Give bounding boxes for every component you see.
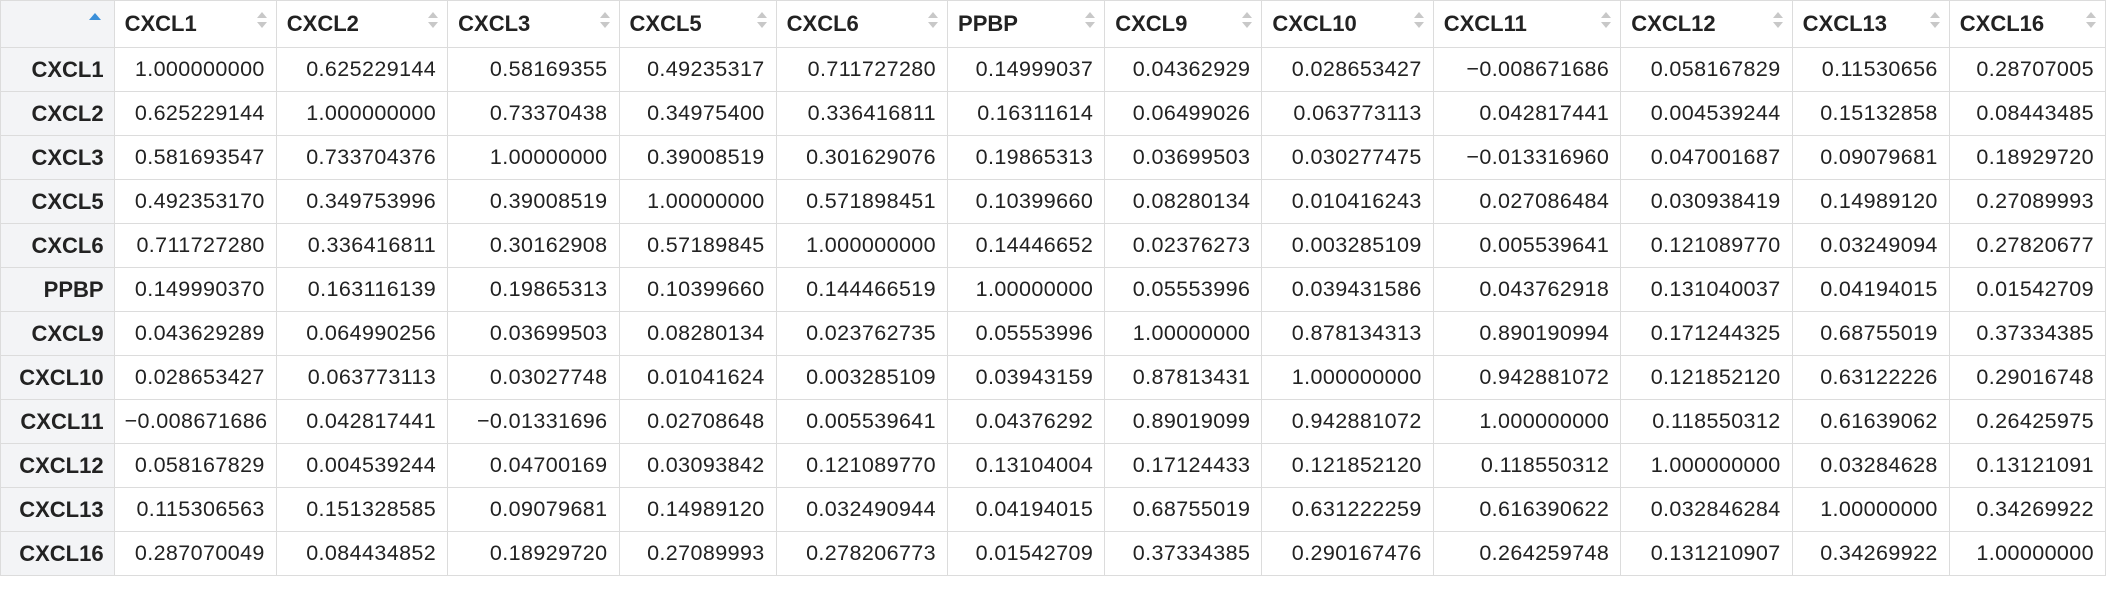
row-header: CXCL9 [1, 312, 115, 356]
table-cell: 0.121089770 [776, 444, 947, 488]
table-cell: 0.01542709 [948, 532, 1105, 576]
row-header: CXCL11 [1, 400, 115, 444]
table-cell: 0.39008519 [448, 180, 619, 224]
table-cell: 0.030938419 [1621, 180, 1792, 224]
column-header-label: PPBP [958, 11, 1018, 36]
table-cell: 0.58169355 [448, 48, 619, 92]
table-cell: 0.032490944 [776, 488, 947, 532]
table-cell: 1.00000000 [1792, 488, 1949, 532]
table-cell: 0.14989120 [619, 488, 776, 532]
column-header-label: CXCL5 [629, 11, 702, 36]
column-header-cxcl5[interactable] [619, 1, 776, 48]
table-cell: 0.711727280 [776, 48, 947, 92]
table-cell: 0.616390622 [1433, 488, 1621, 532]
table-cell: −0.008671686 [1433, 48, 1621, 92]
table-cell: 1.000000000 [1262, 356, 1433, 400]
table-cell: 0.043762918 [1433, 268, 1621, 312]
table-cell: 0.042817441 [276, 400, 447, 444]
table-cell: 0.13121091 [1949, 444, 2105, 488]
row-names-header[interactable] [1, 1, 115, 48]
column-header-label: CXCL12 [1631, 11, 1716, 36]
table-cell: 0.19865313 [448, 268, 619, 312]
table-cell: 1.00000000 [619, 180, 776, 224]
table-cell: 0.058167829 [114, 444, 276, 488]
table-cell: 0.13104004 [948, 444, 1105, 488]
table-cell: 0.03943159 [948, 356, 1105, 400]
table-cell: 0.625229144 [276, 48, 447, 92]
table-cell: 0.039431586 [1262, 268, 1433, 312]
table-cell: 0.03699503 [1105, 136, 1262, 180]
table-cell: 0.08280134 [1105, 180, 1262, 224]
table-cell: 0.878134313 [1262, 312, 1433, 356]
table-cell: 0.57189845 [619, 224, 776, 268]
sort-icon[interactable] [756, 9, 768, 31]
table-cell: 0.023762735 [776, 312, 947, 356]
table-cell: 0.63122226 [1792, 356, 1949, 400]
table-row [1, 488, 2106, 532]
row-header: CXCL6 [1, 224, 115, 268]
table-cell: 0.492353170 [114, 180, 276, 224]
column-header-cxcl16[interactable] [1949, 1, 2105, 48]
table-row [1, 532, 2106, 576]
table-cell: 0.14446652 [948, 224, 1105, 268]
table-cell: 0.03093842 [619, 444, 776, 488]
row-header: CXCL3 [1, 136, 115, 180]
table-cell: 0.163116139 [276, 268, 447, 312]
sort-icon[interactable] [427, 9, 439, 31]
table-cell: 0.34975400 [619, 92, 776, 136]
table-cell: 0.733704376 [276, 136, 447, 180]
table-cell: 0.301629076 [776, 136, 947, 180]
column-header-ppbp[interactable] [948, 1, 1105, 48]
table-cell: 0.37334385 [1105, 532, 1262, 576]
table-cell: 0.05553996 [1105, 268, 1262, 312]
table-cell: 0.290167476 [1262, 532, 1433, 576]
table-cell: 0.063773113 [1262, 92, 1433, 136]
table-cell: 0.19865313 [948, 136, 1105, 180]
table-cell: 0.04194015 [1792, 268, 1949, 312]
sort-icon[interactable] [1772, 9, 1784, 31]
table-cell: 0.14999037 [948, 48, 1105, 92]
table-cell: 0.89019099 [1105, 400, 1262, 444]
table-row [1, 92, 2106, 136]
table-row [1, 136, 2106, 180]
table-cell: 0.03249094 [1792, 224, 1949, 268]
table-cell: 0.942881072 [1433, 356, 1621, 400]
table-cell: 1.000000000 [1433, 400, 1621, 444]
table-cell: 0.084434852 [276, 532, 447, 576]
table-cell: 0.004539244 [276, 444, 447, 488]
table-cell: 0.18929720 [1949, 136, 2105, 180]
table-cell: 0.631222259 [1262, 488, 1433, 532]
table-cell: 0.10399660 [948, 180, 1105, 224]
table-cell: 0.058167829 [1621, 48, 1792, 92]
table-cell: 0.064990256 [276, 312, 447, 356]
column-header-cxcl1[interactable] [114, 1, 276, 48]
table-cell: 1.00000000 [948, 268, 1105, 312]
table-cell: 1.000000000 [776, 224, 947, 268]
table-cell: 0.890190994 [1433, 312, 1621, 356]
column-header-label: CXCL13 [1802, 11, 1887, 36]
table-cell: 0.09079681 [1792, 136, 1949, 180]
table-cell: 0.264259748 [1433, 532, 1621, 576]
table-cell: 0.04194015 [948, 488, 1105, 532]
table-cell: 0.349753996 [276, 180, 447, 224]
table-cell: 0.287070049 [114, 532, 276, 576]
table-cell: 0.043629289 [114, 312, 276, 356]
table-cell: 0.37334385 [1949, 312, 2105, 356]
table-cell: 0.02708648 [619, 400, 776, 444]
table-cell: 0.005539641 [776, 400, 947, 444]
table-cell: 0.03284628 [1792, 444, 1949, 488]
table-cell: 0.149990370 [114, 268, 276, 312]
table-cell: 0.06499026 [1105, 92, 1262, 136]
table-cell: 0.010416243 [1262, 180, 1433, 224]
table-cell: 0.11530656 [1792, 48, 1949, 92]
table-cell: 0.03027748 [448, 356, 619, 400]
table-cell: 0.27089993 [619, 532, 776, 576]
column-header-label: CXCL10 [1272, 11, 1357, 36]
sort-icon[interactable] [1241, 9, 1253, 31]
table-cell: 0.047001687 [1621, 136, 1792, 180]
column-header-cxcl11[interactable] [1433, 1, 1621, 48]
sort-icon[interactable] [1413, 9, 1425, 31]
table-row [1, 268, 2106, 312]
column-header-label: CXCL16 [1959, 11, 2045, 36]
table-cell: 0.063773113 [276, 356, 447, 400]
table-cell: 0.49235317 [619, 48, 776, 92]
table-cell: 0.030277475 [1262, 136, 1433, 180]
sort-icon[interactable] [256, 9, 268, 31]
row-header: CXCL10 [1, 356, 115, 400]
sort-icon[interactable] [599, 9, 611, 31]
table-cell: 0.68755019 [1105, 488, 1262, 532]
table-cell: 0.04376292 [948, 400, 1105, 444]
table-cell: 0.26425975 [1949, 400, 2105, 444]
table-cell: 0.171244325 [1621, 312, 1792, 356]
table-cell: 0.042817441 [1433, 92, 1621, 136]
table-row [1, 48, 2106, 92]
table-cell: 0.131040037 [1621, 268, 1792, 312]
row-header: CXCL2 [1, 92, 115, 136]
table-cell: 0.34269922 [1949, 488, 2105, 532]
row-header: CXCL16 [1, 532, 115, 576]
table-cell: 0.16311614 [948, 92, 1105, 136]
row-header: CXCL5 [1, 180, 115, 224]
table-cell: 0.005539641 [1433, 224, 1621, 268]
table-cell: 0.01041624 [619, 356, 776, 400]
table-row [1, 224, 2106, 268]
table-cell: 0.151328585 [276, 488, 447, 532]
column-header-cxcl3[interactable] [448, 1, 619, 48]
table-cell: 0.73370438 [448, 92, 619, 136]
table-cell: 0.003285109 [1262, 224, 1433, 268]
sort-icon[interactable] [927, 9, 939, 31]
sort-icon[interactable] [1929, 9, 1941, 31]
row-header: CXCL13 [1, 488, 115, 532]
table-cell: 0.144466519 [776, 268, 947, 312]
table-cell: 0.278206773 [776, 532, 947, 576]
row-header: PPBP [1, 268, 115, 312]
table-cell: 0.571898451 [776, 180, 947, 224]
table-cell: 1.000000000 [114, 48, 276, 92]
table-cell: 0.08443485 [1949, 92, 2105, 136]
column-header-cxcl6[interactable] [776, 1, 947, 48]
table-cell: 0.336416811 [776, 92, 947, 136]
column-header-label: CXCL3 [458, 11, 531, 36]
table-cell: 0.004539244 [1621, 92, 1792, 136]
table-cell: 0.17124433 [1105, 444, 1262, 488]
row-header: CXCL1 [1, 48, 115, 92]
table-cell: 0.01542709 [1949, 268, 2105, 312]
table-cell: 0.003285109 [776, 356, 947, 400]
table-cell: 0.028653427 [1262, 48, 1433, 92]
table-cell: 0.115306563 [114, 488, 276, 532]
column-header-label: CXCL11 [1443, 11, 1527, 36]
table-row [1, 356, 2106, 400]
table-cell: 1.00000000 [448, 136, 619, 180]
table-cell: 0.03699503 [448, 312, 619, 356]
table-row [1, 312, 2106, 356]
table-cell: 0.02376273 [1105, 224, 1262, 268]
table-cell: 0.15132858 [1792, 92, 1949, 136]
table-cell: 0.18929720 [448, 532, 619, 576]
column-header-cxcl13[interactable] [1792, 1, 1949, 48]
table-cell: 0.27820677 [1949, 224, 2105, 268]
table-cell: 0.121852120 [1262, 444, 1433, 488]
column-header-label: CXCL6 [786, 11, 859, 36]
table-cell: 0.118550312 [1433, 444, 1621, 488]
column-header-cxcl10[interactable] [1262, 1, 1433, 48]
row-header: CXCL12 [1, 444, 115, 488]
table-row [1, 400, 2106, 444]
table-row [1, 180, 2106, 224]
table-cell: 0.27089993 [1949, 180, 2105, 224]
table-cell: 0.942881072 [1262, 400, 1433, 444]
table-cell: 0.09079681 [448, 488, 619, 532]
table-cell: 0.121852120 [1621, 356, 1792, 400]
table-cell: 0.34269922 [1792, 532, 1949, 576]
sort-icon[interactable] [1084, 9, 1096, 31]
table-body [1, 48, 2106, 576]
table-cell: 1.00000000 [1105, 312, 1262, 356]
table-cell: 0.131210907 [1621, 532, 1792, 576]
table-cell: 0.08280134 [619, 312, 776, 356]
column-header-cxcl2[interactable] [276, 1, 447, 48]
table-cell: 0.10399660 [619, 268, 776, 312]
table-cell: 0.29016748 [1949, 356, 2105, 400]
table-cell: 0.14989120 [1792, 180, 1949, 224]
column-header-label: CXCL9 [1115, 11, 1188, 36]
table-cell: 0.625229144 [114, 92, 276, 136]
sort-ascending-icon[interactable] [89, 11, 101, 33]
table-cell: 0.87813431 [1105, 356, 1262, 400]
table-cell: 0.032846284 [1621, 488, 1792, 532]
table-cell: 0.711727280 [114, 224, 276, 268]
table-cell: 0.39008519 [619, 136, 776, 180]
column-header-cxcl9[interactable] [1105, 1, 1262, 48]
column-header-label: CXCL2 [286, 11, 359, 36]
table-cell: 0.581693547 [114, 136, 276, 180]
table-cell: 0.027086484 [1433, 180, 1621, 224]
sort-icon[interactable] [1600, 9, 1612, 31]
table-cell: 0.04700169 [448, 444, 619, 488]
table-cell: −0.013316960 [1433, 136, 1621, 180]
sort-icon[interactable] [2085, 9, 2097, 31]
table-cell: 1.00000000 [1949, 532, 2105, 576]
table-cell: 0.336416811 [276, 224, 447, 268]
table-cell: −0.01331696 [448, 400, 619, 444]
column-header-cxcl12[interactable] [1621, 1, 1792, 48]
table-cell: 1.000000000 [276, 92, 447, 136]
table-cell: 0.68755019 [1792, 312, 1949, 356]
table-cell: −0.008671686 [114, 400, 276, 444]
table-cell: 1.000000000 [1621, 444, 1792, 488]
header-row [1, 1, 2106, 48]
table-cell: 0.028653427 [114, 356, 276, 400]
table-cell: 0.121089770 [1621, 224, 1792, 268]
table-row [1, 444, 2106, 488]
table-cell: 0.118550312 [1621, 400, 1792, 444]
table-cell: 0.05553996 [948, 312, 1105, 356]
table-cell: 0.28707005 [1949, 48, 2105, 92]
table-cell: 0.61639062 [1792, 400, 1949, 444]
table-cell: 0.30162908 [448, 224, 619, 268]
table-cell: 0.04362929 [1105, 48, 1262, 92]
column-header-label: CXCL1 [124, 11, 197, 36]
